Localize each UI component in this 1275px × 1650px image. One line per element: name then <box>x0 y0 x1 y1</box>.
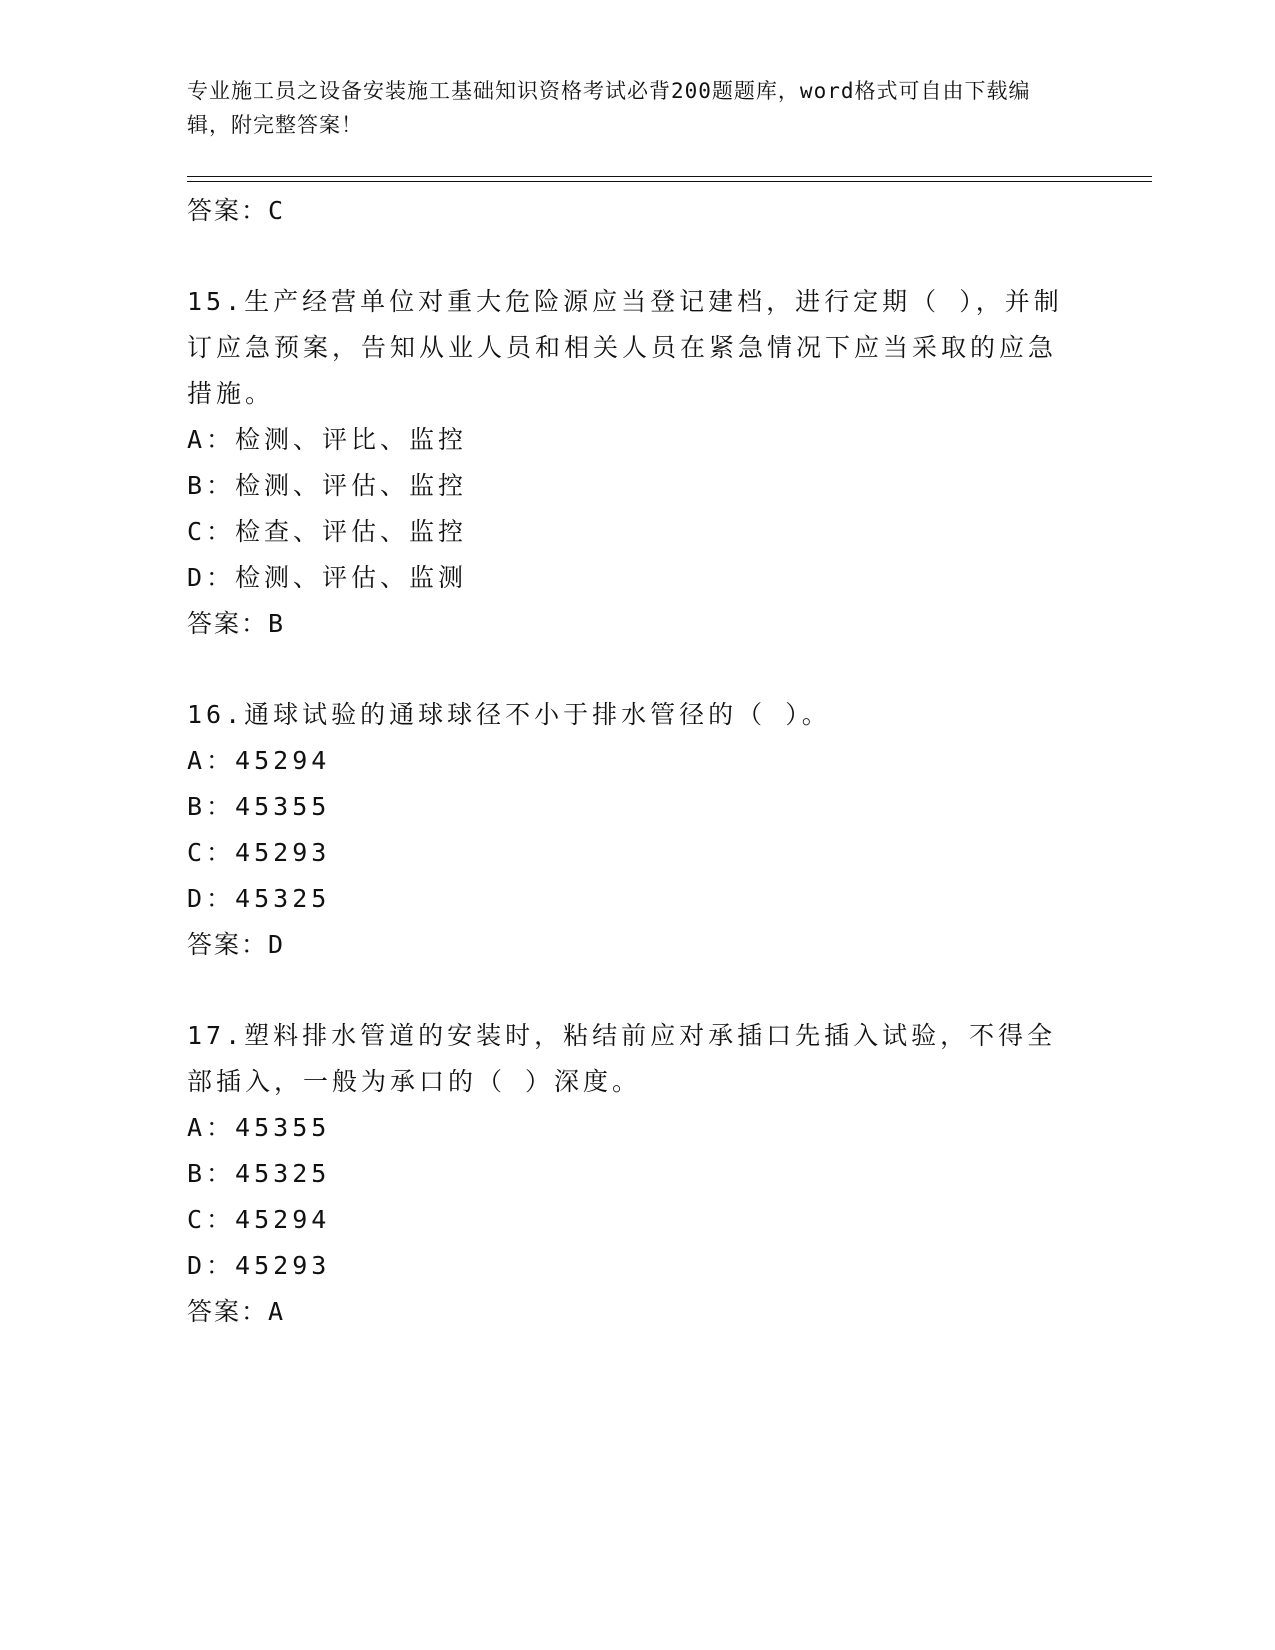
question-text: 16.通球试验的通球球径不小于排水管径的（ ）。 <box>187 700 831 729</box>
previous-answer: 答案：C <box>187 196 286 225</box>
option-c: C：检查、评估、监控 <box>187 517 468 546</box>
header-rule-top <box>187 176 1152 177</box>
document-body <box>187 188 1087 1335</box>
spacer <box>187 968 1087 1013</box>
question-15 <box>187 279 1087 647</box>
question-16 <box>187 692 1087 968</box>
option-b: B：45325 <box>187 1159 331 1188</box>
question-answer: 答案：B <box>187 609 286 638</box>
question-text: 17.塑料排水管道的安装时，粘结前应对承插口先插入试验，不得全部插入，一般为承口的（ ）深度。 <box>187 1021 1057 1096</box>
spacer <box>187 647 1087 692</box>
option-d: D：45325 <box>187 884 331 913</box>
option-a: A：45355 <box>187 1113 331 1142</box>
spacer <box>187 234 1087 279</box>
option-b: B：检测、评估、监控 <box>187 471 468 500</box>
question-answer: 答案：A <box>187 1297 286 1326</box>
question-answer: 答案：D <box>187 930 286 959</box>
question-text: 15.生产经营单位对重大危险源应当登记建档，进行定期（ ），并制订应急预案，告知从业人员和相关人员在紧急情况下应当采取的应急措施。 <box>187 287 1063 408</box>
option-c: C：45293 <box>187 838 331 867</box>
question-17 <box>187 1013 1087 1335</box>
header-rule-bottom <box>187 181 1152 182</box>
option-d: D：检测、评估、监测 <box>187 563 468 592</box>
option-a: A：45294 <box>187 746 331 775</box>
document-header: 专业施工员之设备安装施工基础知识资格考试必背200题题库，word格式可自由下载编辑，附完整答案！ <box>187 79 1031 137</box>
option-a: A：检测、评比、监控 <box>187 425 468 454</box>
option-d: D：45293 <box>187 1251 331 1280</box>
option-b: B：45355 <box>187 792 331 821</box>
option-c: C：45294 <box>187 1205 331 1234</box>
